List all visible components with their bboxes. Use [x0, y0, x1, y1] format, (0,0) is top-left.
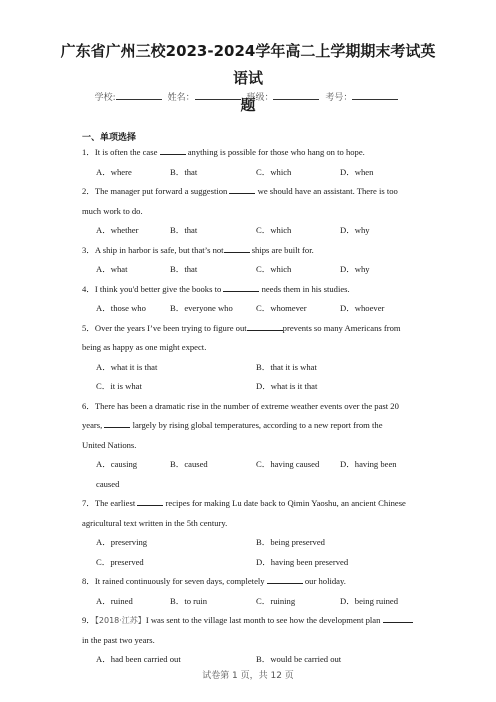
options-4 [82, 299, 412, 319]
option[interactable]: D．why [340, 225, 370, 235]
class-label: 班级： [246, 93, 274, 103]
option[interactable]: A．preserving [96, 537, 148, 547]
options-5a [82, 358, 412, 378]
answer-blank[interactable] [383, 614, 413, 623]
option[interactable]: B．that [170, 166, 198, 177]
option[interactable]: B．that [170, 264, 198, 274]
question-7-cont: agricultural text written in the 5th century. [82, 517, 228, 528]
question-9: 9．【2018·江苏】I was sent to the village last month to see how the development plan [82, 611, 412, 631]
school-label: 学校: [94, 93, 116, 103]
option[interactable]: A．had been carried out [96, 654, 181, 664]
number-blank[interactable] [352, 90, 398, 100]
option[interactable]: D．when [340, 166, 374, 177]
answer-blank[interactable] [223, 283, 259, 292]
option[interactable]: A．what [96, 264, 128, 274]
answer-blank[interactable] [267, 575, 303, 584]
page-title [60, 38, 436, 119]
option[interactable]: D．what is it that [256, 381, 318, 391]
options-9a [82, 650, 412, 670]
option[interactable]: B．being preserved [256, 537, 325, 547]
option[interactable]: C．which [256, 166, 292, 177]
option-wrap: caused [96, 478, 120, 489]
question-2-cont: much work to do. [82, 205, 143, 216]
question-1: 1．It is often the case anything is possible for those who hang on to hope. [82, 147, 365, 157]
options-6 [82, 455, 412, 475]
question-3: 3．A ship in harbor is safe, but that’s not ships are built for. [82, 244, 314, 255]
option[interactable]: D．having been [340, 459, 397, 469]
option[interactable]: A．whether [96, 225, 139, 235]
options-1 [82, 163, 412, 183]
question-6: 6．There has been a dramatic rise in the number of extreme weather events over the past 20 [82, 400, 399, 411]
option[interactable]: C．preserved [96, 556, 144, 567]
options-6-wrap [82, 475, 412, 495]
option[interactable]: D．why [340, 264, 370, 274]
answer-blank[interactable] [224, 244, 250, 253]
option[interactable]: C．it is what [96, 381, 142, 391]
option[interactable]: C．which [256, 225, 292, 235]
question-6-cont2: United Nations. [82, 439, 137, 450]
option[interactable]: B．that [170, 225, 198, 235]
source-tag: 【2018·江苏】 [94, 616, 146, 625]
question-5: 5．Over the years I’ve been trying to figure out prevents so many Americans from [82, 322, 401, 333]
question-8: 8．It rained continuously for seven days, completely our holiday. [82, 576, 346, 586]
section-title: 一、单项选择 [82, 133, 137, 143]
question-9-cont: in the past two years. [82, 634, 155, 645]
option[interactable]: A．causing [96, 459, 138, 469]
option[interactable]: A．those who [96, 303, 146, 313]
option[interactable]: A．ruined [96, 595, 133, 606]
option[interactable]: C．having caused [256, 459, 320, 469]
option[interactable]: C．ruining [256, 595, 296, 606]
option[interactable]: A．what it is that [96, 361, 158, 372]
title-line-1: 广东省广州三校2023-2024学年高二上学期期末考试英语试 [60, 42, 436, 87]
option[interactable]: B．to ruin [170, 595, 208, 606]
answer-blank[interactable] [229, 185, 255, 194]
answer-blank[interactable] [137, 497, 163, 506]
answer-blank[interactable] [104, 419, 130, 428]
option[interactable]: D．being ruined [340, 595, 398, 606]
student-info-row [0, 90, 496, 103]
title-line-2: 题 [240, 96, 256, 114]
answer-blank[interactable] [247, 322, 283, 331]
option[interactable]: B．everyone who [170, 303, 233, 313]
question-7: 7．The earliest recipes for making Lu date back to Qimin Yaoshu, an ancient Chinese [82, 498, 406, 508]
option[interactable]: B．that it is what [256, 361, 317, 372]
page-footer: 试卷第 1 页，共 12 页 [202, 671, 294, 681]
class-blank[interactable] [273, 90, 319, 100]
options-7b [82, 553, 412, 573]
option[interactable]: B．would be carried out [256, 654, 342, 664]
options-8 [82, 592, 412, 612]
option[interactable]: C．whomever [256, 303, 307, 313]
options-7a [82, 533, 412, 553]
number-label: 考号： [325, 93, 353, 103]
question-5-cont: being as happy as one might expect. [82, 342, 207, 352]
answer-blank[interactable] [160, 146, 186, 155]
school-blank[interactable] [116, 90, 162, 100]
question-4: 4．I think you'd better give the books to needs them in his studies. [82, 283, 350, 294]
option[interactable]: C．which [256, 264, 292, 274]
question-6-cont: years, largely by rising global temperatures, according to a new report from the [82, 420, 383, 430]
question-list [82, 143, 412, 670]
options-5b [82, 377, 412, 397]
option[interactable]: D．having been preserved [256, 556, 349, 567]
name-blank[interactable] [195, 90, 241, 100]
option[interactable]: D．whoever [340, 303, 385, 313]
options-3 [82, 260, 412, 280]
option[interactable]: B．caused [170, 459, 208, 469]
question-2: 2．The manager put forward a suggestion we should have an assistant. There is too [82, 186, 398, 196]
options-2 [82, 221, 412, 241]
name-label: 姓名： [167, 93, 195, 103]
option[interactable]: A．where [96, 166, 132, 177]
